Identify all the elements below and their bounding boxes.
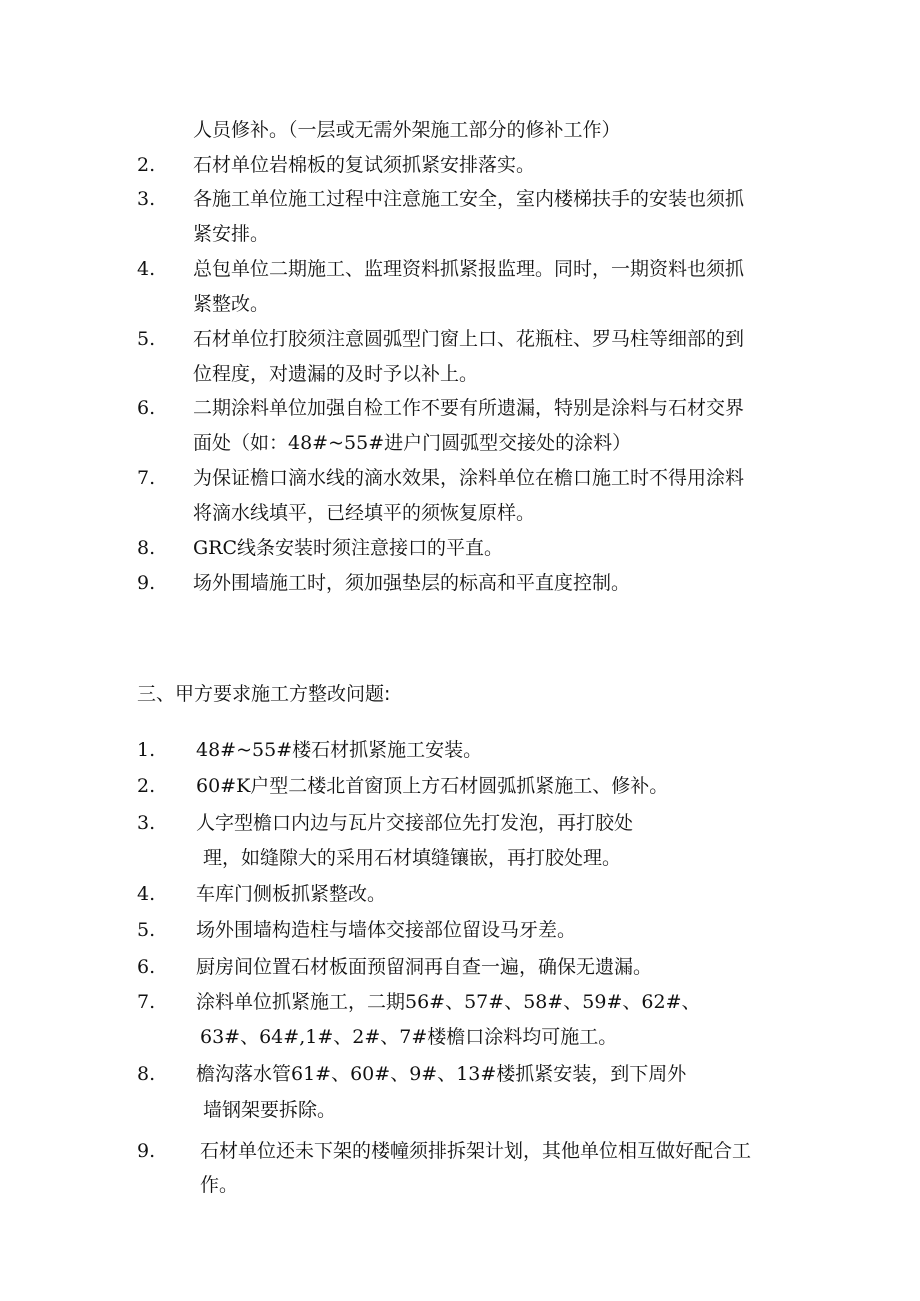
list-item-continuation: 紧整改。 — [193, 293, 270, 315]
list-item-continuation: 理，如缝隙大的采用石材填缝镶嵌，再打胶处理。 — [203, 847, 622, 869]
item-number: 4. — [137, 258, 156, 280]
list-item-continuation: 63#、64#,1#、2#、7#楼檐口涂料均可施工。 — [200, 1026, 618, 1048]
item-number: 3. — [137, 188, 156, 210]
item-number: 2. — [137, 154, 156, 176]
item-number: 9. — [137, 572, 156, 594]
item-text: 场外围墙施工时，须加强垫层的标高和平直度控制。 — [193, 572, 631, 594]
list-item-continuation: 作。 — [200, 1174, 239, 1196]
item-text: 60#K户型二楼北首窗顶上方石材圆弧抓紧施工、修补。 — [196, 775, 669, 797]
item-number: 2. — [137, 775, 156, 797]
item-text: GRC线条安装时须注意接口的平直。 — [193, 537, 504, 559]
item-text: 总包单位二期施工、监理资料抓紧报监理。同时，一期资料也须抓 — [193, 258, 745, 280]
item-text: 人字型檐口内边与瓦片交接部位先打发泡，再打胶处 — [196, 812, 634, 834]
item-text: 二期涂料单位加强自检工作不要有所遗漏，特别是涂料与石材交界 — [193, 397, 745, 419]
item-text: 厨房间位置石材板面预留洞再自查一遍，确保无遗漏。 — [196, 956, 653, 978]
section-heading: 三、甲方要求施工方整改问题: — [137, 683, 391, 705]
list-item-continuation: 人员修补。（一层或无需外架施工部分的修补工作） — [193, 119, 621, 141]
item-number: 6. — [137, 397, 156, 419]
list-item-continuation: 紧安排。 — [193, 223, 270, 245]
item-number: 1. — [137, 739, 156, 761]
item-text: 石材单位岩棉板的复试须抓紧安排落实。 — [193, 154, 536, 176]
item-text: 石材单位打胶须注意圆弧型门窗上口、花瓶柱、罗马柱等细部的到 — [193, 328, 745, 350]
item-number: 3. — [137, 812, 156, 834]
item-number: 5. — [137, 919, 156, 941]
item-number: 4. — [137, 883, 156, 905]
item-number: 7. — [137, 467, 156, 489]
item-text: 石材单位还未下架的楼幢须排拆架计划，其他单位相互做好配合工 — [200, 1140, 752, 1162]
item-text: 车库门侧板抓紧整改。 — [196, 883, 387, 905]
list-item-continuation: 将滴水线填平，已经填平的须恢复原样。 — [193, 502, 536, 524]
item-number: 6. — [137, 956, 156, 978]
item-text: 48#~55#楼石材抓紧施工安装。 — [196, 739, 483, 761]
item-number: 8. — [137, 537, 156, 559]
item-text: 场外围墙构造柱与墙体交接部位留设马牙差。 — [196, 919, 577, 941]
item-number: 8. — [137, 1063, 156, 1085]
item-text: 为保证檐口滴水线的滴水效果，涂料单位在檐口施工时不得用涂料 — [193, 467, 745, 489]
item-text: 涂料单位抓紧施工，二期56#、57#、58#、59#、62#、 — [196, 991, 701, 1013]
list-item-continuation: 面处（如：48#~55#进户门圆弧型交接处的涂料） — [193, 432, 632, 454]
item-text: 檐沟落水管61#、60#、9#、13#楼抓紧安装，到下周外 — [196, 1063, 687, 1085]
list-item-continuation: 位程度，对遗漏的及时予以补上。 — [193, 363, 479, 385]
item-number: 5. — [137, 328, 156, 350]
item-text: 各施工单位施工过程中注意施工安全，室内楼梯扶手的安装也须抓 — [193, 188, 745, 210]
list-item-continuation: 墙钢架要拆除。 — [203, 1099, 337, 1121]
item-number: 7. — [137, 991, 156, 1013]
item-number: 9. — [137, 1140, 156, 1162]
